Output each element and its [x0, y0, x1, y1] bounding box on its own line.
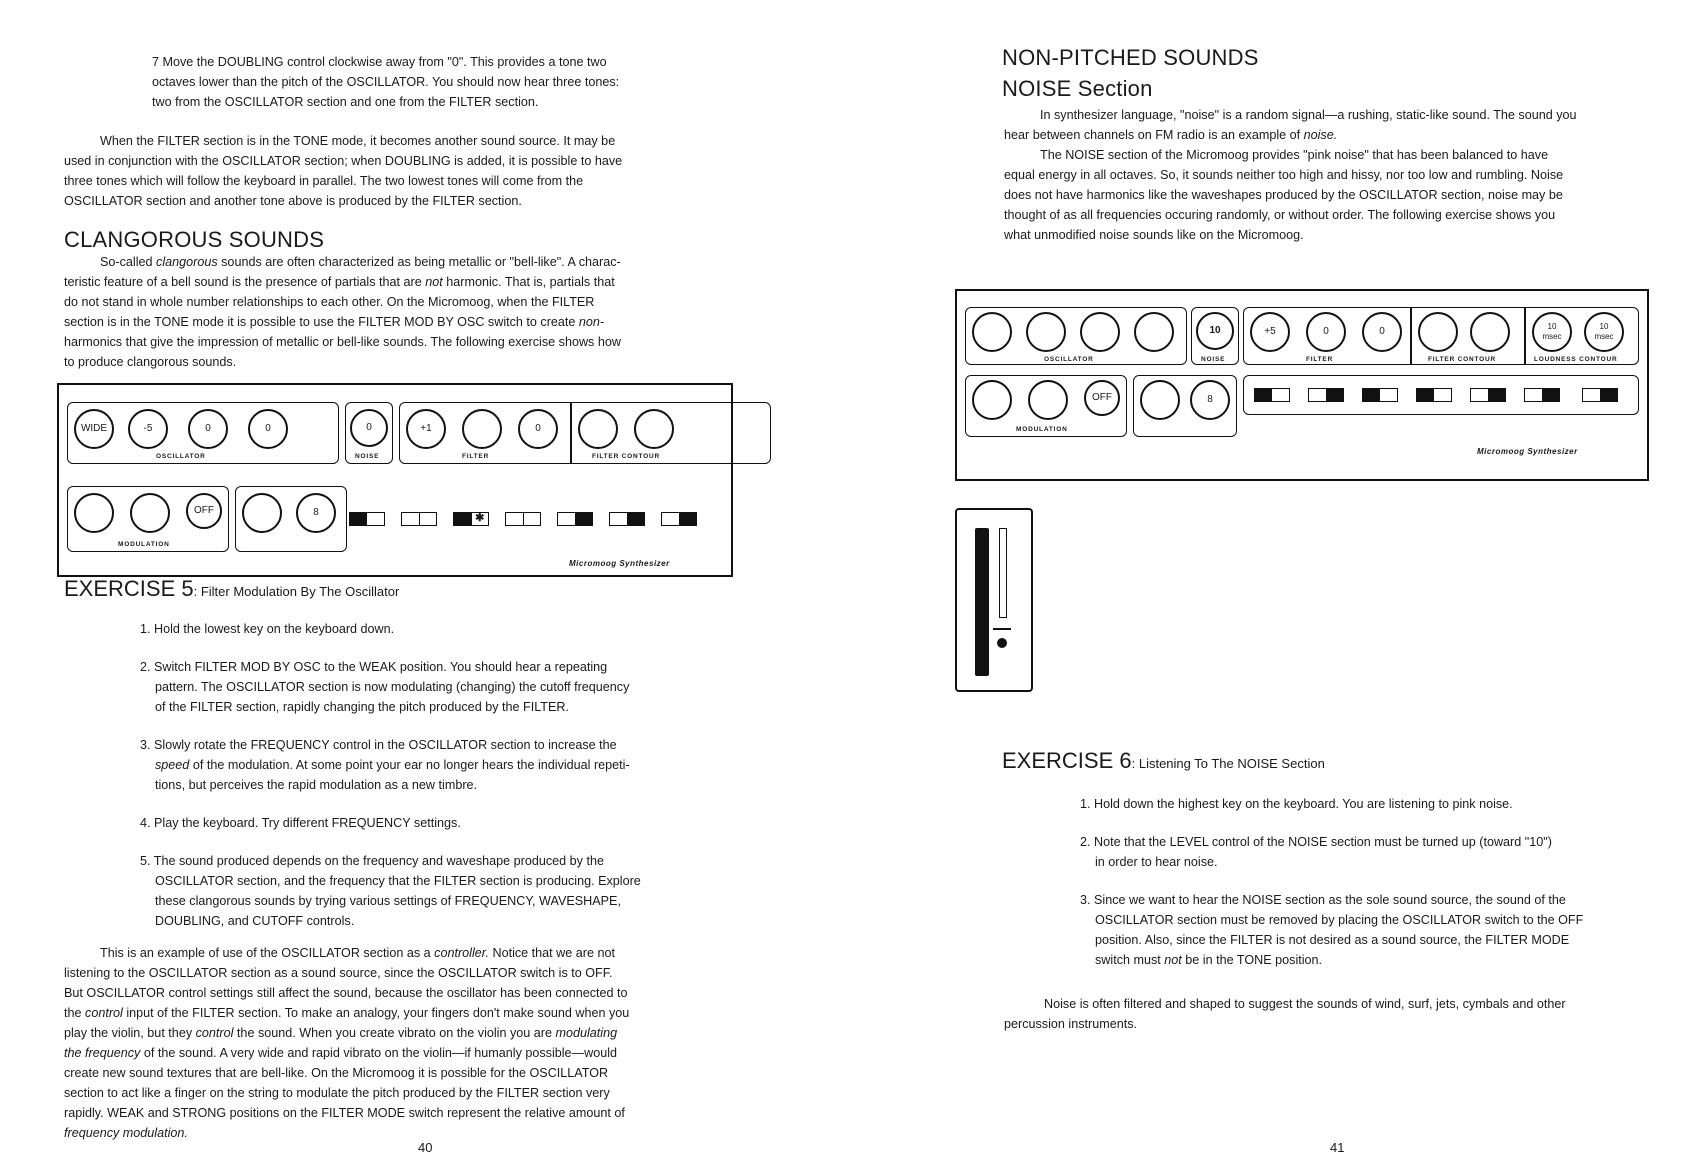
step-7-line: two from the OSCILLATOR section and one from the FILTER section.	[152, 95, 539, 109]
text-line: do not stand in whole number relationships to each other. On the Micromoog, when the FILTER	[64, 295, 595, 309]
text-line: play the violin, but they control the sound. When you create vibrato on the violin you are modulating	[64, 1026, 618, 1040]
filter-release-knob	[634, 409, 674, 449]
divider	[1410, 308, 1412, 364]
waveshape-knob: 0	[188, 409, 228, 449]
frequency-knob	[1026, 312, 1066, 352]
release-switch	[1254, 388, 1290, 402]
modulation-section	[67, 486, 229, 552]
level-knob: 0	[350, 409, 388, 447]
step-7-line: octaves lower than the pitch of the OSCILLATOR. You should now hear three tones:	[152, 75, 620, 89]
text-line: In synthesizer language, "noise" is a random signal—a rushing, static-like sound. The sound you	[1040, 108, 1577, 122]
step-3-line: tions, but perceives the rapid modulation as a new timbre.	[155, 778, 478, 792]
pitch-ribbon	[975, 528, 989, 676]
cutoff-knob: +1	[406, 409, 446, 449]
step-3-line: OSCILLATOR section must be removed by placing the OSCILLATOR switch to the OFF	[1095, 913, 1584, 927]
filter-mode-switch	[505, 512, 541, 526]
oscillator-label: OSCILLATOR	[156, 453, 206, 460]
bypass-switch	[1582, 388, 1618, 402]
switch-panel	[1243, 375, 1639, 415]
filter-mod-switch	[1362, 388, 1398, 402]
glide-knob	[242, 493, 282, 533]
text-line: The NOISE section of the Micromoog provides "pink noise" that has been balanced to have	[1040, 148, 1549, 162]
glide-volume-section	[1133, 375, 1237, 437]
divider	[1524, 308, 1526, 364]
mod-slider	[999, 528, 1007, 618]
step-5-line: DOUBLING, and CUTOFF controls.	[155, 914, 355, 928]
text-line: equal energy in all octaves. So, it sounds neither too high and hissy, nor too low and rumbling. Noise	[1004, 168, 1564, 182]
clangorous-paragraph	[64, 252, 714, 372]
filter-paragraph	[64, 131, 704, 211]
text-line: Noise is often filtered and shaped to suggest the sounds of wind, surf, jets, cymbals and other	[1044, 997, 1566, 1011]
divider	[993, 628, 1011, 630]
text-line: what unmodified noise sounds like on the Micromoog.	[1004, 228, 1304, 242]
loudness-sustain-switch	[1524, 388, 1560, 402]
exercise-6-title	[1002, 748, 1325, 774]
routing-knob: OFF	[1084, 380, 1120, 416]
noise-label: NOISE	[355, 453, 380, 460]
filter-release-knob	[1470, 312, 1510, 352]
step-2-line: of the FILTER section, rapidly changing the pitch produced by the FILTER.	[155, 700, 569, 714]
doubling-knob	[1134, 312, 1174, 352]
oscillator-section	[965, 307, 1187, 365]
noise-section-heading: NOISE Section	[1002, 76, 1153, 101]
modulation-section	[965, 375, 1127, 437]
noise-paragraph	[1004, 105, 1664, 245]
release-switch	[349, 512, 385, 526]
level-knob: 10	[1196, 312, 1234, 350]
routing-knob: OFF	[186, 493, 222, 529]
text-line: hear between channels on FM radio is an example of noise.	[1004, 128, 1338, 142]
text-line: three tones which will follow the keyboard in parallel. The two lowest tones will come from the	[64, 174, 584, 188]
waveshape-knob	[1080, 312, 1120, 352]
page-number-left: 40	[418, 1140, 433, 1155]
step-1: 1. Hold the lowest key on the keyboard down.	[140, 622, 395, 636]
controller-paragraph	[64, 943, 714, 1143]
text-line: to produce clangorous sounds.	[64, 355, 237, 369]
micromoog-brand: Micromoog Synthesizer	[569, 559, 670, 568]
oscillator-label: OSCILLATOR	[1044, 356, 1094, 363]
step-3-line: speed of the modulation. At some point your ear no longer hears the individual repeti-	[155, 758, 630, 772]
noise-section	[345, 402, 393, 464]
oscillator-switch	[401, 512, 437, 526]
step-3-line: position. Also, since the FILTER is not desired as a sound source, the FILTER MODE	[1095, 933, 1570, 947]
step-5-line: OSCILLATOR section, and the frequency that the FILTER section is producing. Explore	[155, 874, 641, 888]
clangorous-heading: CLANGOROUS SOUNDS	[64, 227, 325, 252]
divider	[570, 403, 572, 463]
bypass-switch	[661, 512, 697, 526]
text-line: But OSCILLATOR control settings still affect the sound, because the oscillator has been connected to	[64, 986, 628, 1000]
text-line: listening to the OSCILLATOR section as a sound source, since the OSCILLATOR switch is to OFF.	[64, 966, 613, 980]
step-2-line: 2. Switch FILTER MOD BY OSC to the WEAK position. You should hear a repeating	[140, 660, 608, 674]
step-1: 1. Hold down the highest key on the keyboard. You are listening to pink noise.	[1080, 797, 1513, 811]
step-3-line: switch must not be in the TONE position.	[1095, 953, 1323, 967]
oscillator-switch	[1308, 388, 1344, 402]
text-line: does not have harmonics like the waveshapes produced by the OSCILLATOR section, noise may be	[1004, 188, 1563, 202]
synth-panel-diagram	[955, 289, 1649, 481]
source-knob	[130, 493, 170, 533]
filter-section	[1243, 307, 1639, 365]
exercise-5-subtitle: : Filter Modulation By The Oscillator	[193, 584, 400, 599]
step-7-line: 7 Move the DOUBLING control clockwise away from "0". This provides a tone two	[152, 55, 607, 69]
exercise-5-title	[64, 576, 399, 602]
filter-section	[399, 402, 771, 464]
doubling-knob: 0	[248, 409, 288, 449]
exercise-5-steps	[140, 619, 710, 931]
noise-section	[1191, 307, 1239, 365]
step-5-line: 5. The sound produced depends on the frequency and waveshape produced by the	[140, 854, 604, 868]
exercise-6-subtitle: : Listening To The NOISE Section	[1131, 756, 1325, 771]
loudness-contour-label: LOUDNESS CONTOUR	[1534, 356, 1618, 363]
octave-knob: WIDE	[74, 409, 114, 449]
text-line: rapidly. WEAK and STRONG positions on the FILTER MODE switch represent the relative amount of	[64, 1106, 625, 1120]
text-line: section is in the TONE mode it is possible to use the FILTER MOD BY OSC switch to create non-	[64, 315, 605, 329]
exercise-6-steps	[1080, 794, 1660, 970]
emphasis-knob	[462, 409, 502, 449]
closing-paragraph	[1004, 994, 1664, 1034]
loudness-sustain-switch	[609, 512, 645, 526]
glide-knob	[1140, 380, 1180, 420]
volume-knob: 8	[1190, 380, 1230, 420]
text-line: OSCILLATOR section and another tone above is produced by the FILTER section.	[64, 194, 522, 208]
step-2-line: pattern. The OSCILLATOR section is now modulating (changing) the cutoff frequency	[155, 680, 630, 694]
rate-knob	[74, 493, 114, 533]
frequency-knob: -5	[128, 409, 168, 449]
contour-knob: 0	[1362, 312, 1402, 352]
glide-volume-section	[235, 486, 347, 552]
step-2-line: in order to hear noise.	[1095, 855, 1218, 869]
step-2-line: 2. Note that the LEVEL control of the NOISE section must be turned up (toward "10")	[1080, 835, 1552, 849]
cutoff-knob: +5	[1250, 312, 1290, 352]
star-marker: ✱	[471, 513, 489, 525]
filter-contour-label: FILTER CONTOUR	[1428, 356, 1497, 363]
non-pitched-heading: NON-PITCHED SOUNDS	[1002, 45, 1259, 70]
text-line: the control input of the FILTER section. To make an analogy, your fingers don't make sound when you	[64, 1006, 630, 1020]
exercise-6-number: EXERCISE 6	[1002, 748, 1132, 773]
filter-contour-label: FILTER CONTOUR	[592, 453, 661, 460]
text-line: frequency modulation.	[64, 1126, 188, 1140]
text-line: So-called clangorous sounds are often characterized as being metallic or "bell-like". A charac-	[100, 255, 621, 269]
text-line: This is an example of use of the OSCILLATOR section as a controller. Notice that we are not	[100, 946, 615, 960]
emphasis-knob: 0	[1306, 312, 1346, 352]
contour-knob: 0	[518, 409, 558, 449]
volume-knob: 8	[296, 493, 336, 533]
step-3-line: 3. Since we want to hear the NOISE section as the sole sound source, the sound of the	[1080, 893, 1566, 907]
noise-label: NOISE	[1201, 356, 1226, 363]
filter-mod-switch	[453, 512, 489, 526]
modulation-label: MODULATION	[1016, 426, 1068, 433]
text-line: used in conjunction with the OSCILLATOR section; when DOUBLING is added, it is possible to have	[64, 154, 623, 168]
page-number-right: 41	[1330, 1140, 1345, 1155]
controller-panel-diagram	[955, 508, 1033, 692]
filter-mode-switch	[1416, 388, 1452, 402]
loudness-release-knob: 10 msec	[1584, 312, 1624, 352]
step-3-line: 3. Slowly rotate the FREQUENCY control in the OSCILLATOR section to increase the	[140, 738, 617, 752]
text-line: percussion instruments.	[1004, 1017, 1137, 1031]
exercise-5-number: EXERCISE 5	[64, 576, 194, 601]
indicator-dot	[997, 638, 1007, 648]
step-7	[152, 52, 692, 112]
filter-attack-knob	[578, 409, 618, 449]
text-line: thought of as all frequencies occuring randomly, or without order. The following exercise shows you	[1004, 208, 1556, 222]
text-line: the frequency of the sound. A very wide and rapid vibrato on the violin—if humanly possible—would	[64, 1046, 618, 1060]
filter-sustain-switch	[1470, 388, 1506, 402]
text-line: create new sound textures that are bell-like. On the Micromoog it is possible for the OSCILLATOR	[64, 1066, 609, 1080]
text-line: harmonics that give the impression of metallic or bell-like sounds. The following exercise shows how	[64, 335, 621, 349]
text-line: teristic feature of a bell sound is the presence of partials that are not harmonic. That is, partials that	[64, 275, 615, 289]
step-4: 4. Play the keyboard. Try different FREQUENCY settings.	[140, 816, 461, 830]
octave-knob	[972, 312, 1012, 352]
micromoog-brand: Micromoog Synthesizer	[1477, 447, 1578, 456]
modulation-label: MODULATION	[118, 541, 170, 548]
step-5-line: these clangorous sounds by trying various settings of FREQUENCY, WAVESHAPE,	[155, 894, 621, 908]
filter-label: FILTER	[462, 453, 490, 460]
filter-label: FILTER	[1306, 356, 1334, 363]
filter-sustain-switch	[557, 512, 593, 526]
oscillator-section	[67, 402, 339, 464]
loudness-attack-knob: 10 msec	[1532, 312, 1572, 352]
filter-attack-knob	[1418, 312, 1458, 352]
source-knob	[1028, 380, 1068, 420]
text-line: When the FILTER section is in the TONE mode, it becomes another sound source. It may be	[100, 134, 616, 148]
synth-panel-diagram	[57, 383, 733, 577]
text-line: section to act like a finger on the string to modulate the pitch produced by the FILTER section very	[64, 1086, 610, 1100]
rate-knob	[972, 380, 1012, 420]
